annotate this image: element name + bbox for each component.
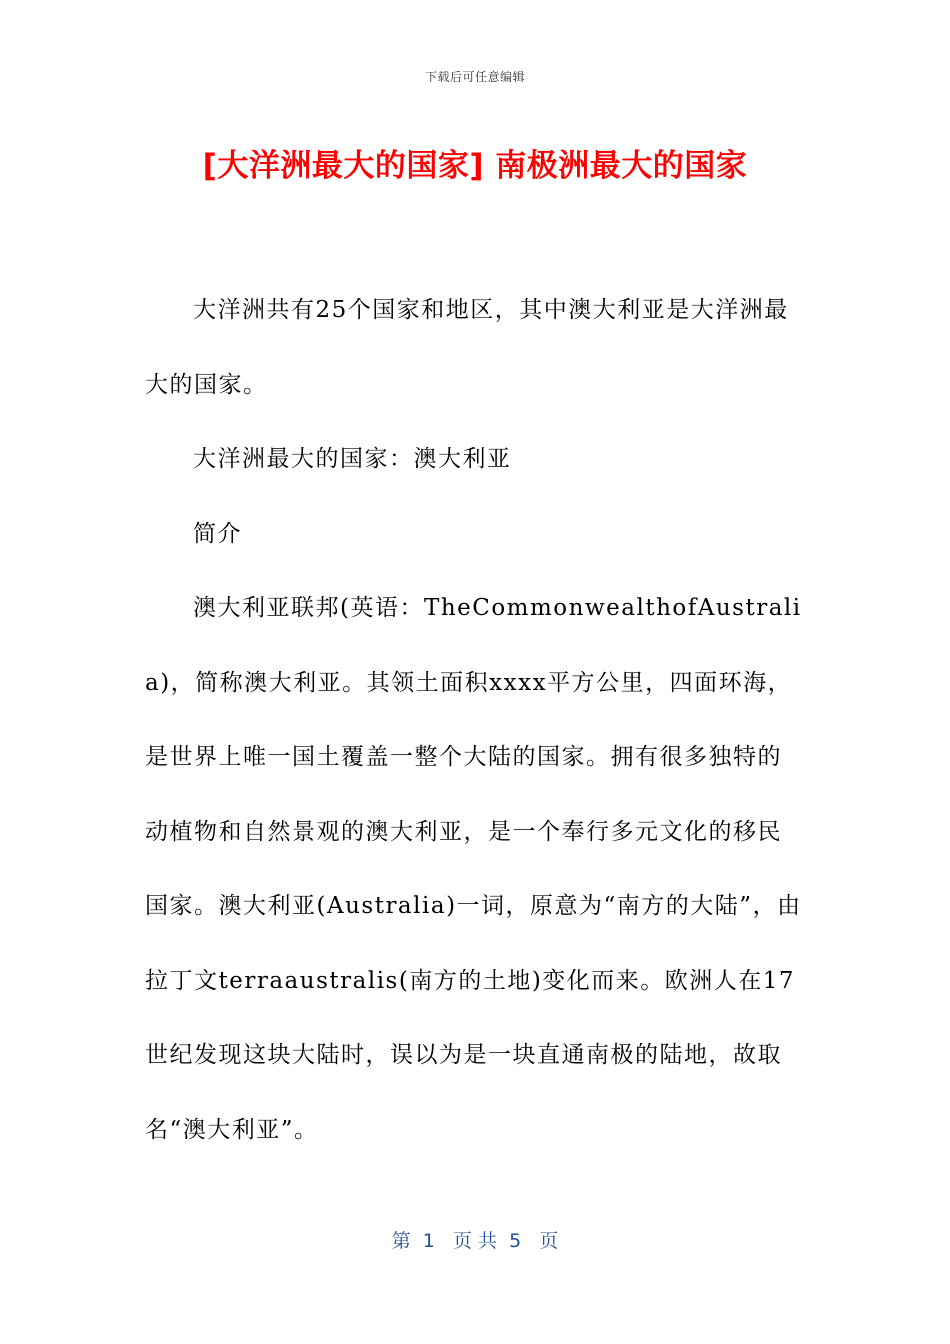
document-title: [大洋洲最大的国家] 南极洲最大的国家 <box>202 148 748 184</box>
paragraph-heading-largest: 大洋洲最大的国家：澳大利亚 <box>193 446 512 472</box>
paragraph-heading-intro: 简介 <box>193 520 242 547</box>
header-note: 下载后可任意编辑 <box>424 70 525 84</box>
document-body <box>145 273 805 1167</box>
paragraph-australia-description: 澳大利亚联邦(英语：TheCommonwealthofAustralia)，简称澳大利亚。其领土面积xxxx平方公里，四面环海，是世界上唯一国土覆盖一整个大陆的国家。拥有很多独特的动植物和自然景观的澳大利亚，是一个奉行多元文化的移民国家。澳大利亚(Australia)一词，原意为“南方的大陆”，由拉丁文terraaustralis(南方的土地)变化而来。欧洲人在17世纪发现这块大陆时，误以为是一块直通南极的陆地，故取名“澳大利亚”。 <box>145 595 802 1143</box>
page-number-footer: 第 1 页 共 5 页 <box>391 1230 559 1252</box>
paragraph-intro: 大洋洲共有25个国家和地区，其中澳大利亚是大洋洲最大的国家。 <box>145 297 789 398</box>
